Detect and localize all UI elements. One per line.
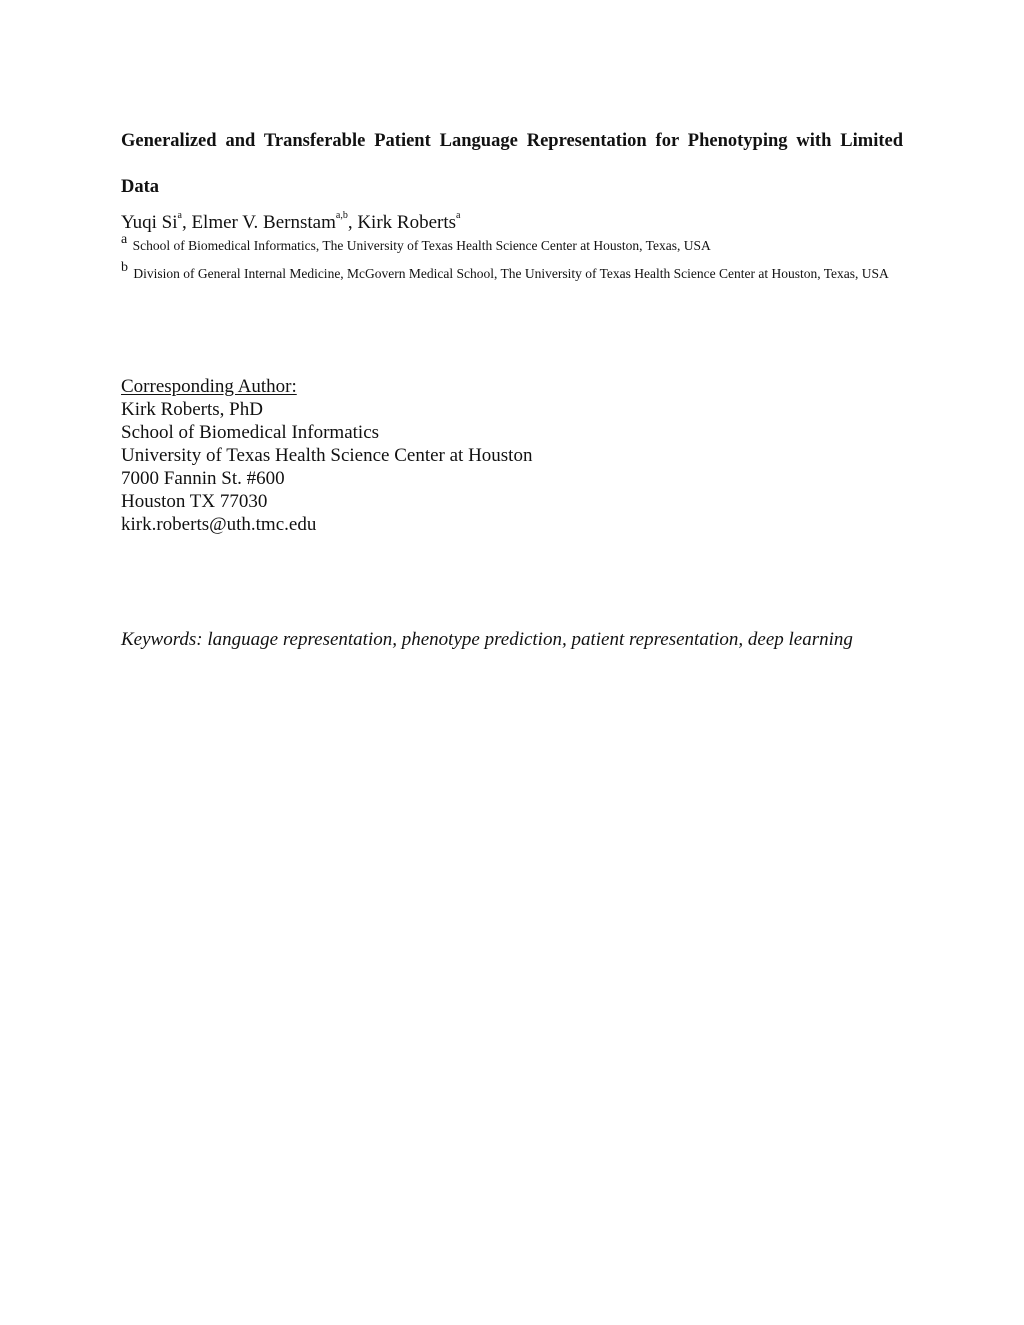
corresponding-author-city: Houston TX 77030	[121, 491, 268, 512]
author-separator: ,	[181, 212, 192, 233]
author-affiliation-mark: a,b	[335, 209, 348, 221]
author-name: Kirk Roberts	[357, 212, 457, 233]
keywords: Keywords: language representation, phenotype prediction, patient representation, deep learning	[121, 629, 853, 650]
affiliation-mark: a	[121, 232, 128, 247]
corresponding-author-heading: Corresponding Author:	[121, 376, 297, 397]
affiliation-text: Division of General Internal Medicine, McGovern Medical School, The University of Texas Health Science Center at Houston, Texas, USA	[133, 266, 889, 281]
corresponding-author-name: Kirk Roberts, PhD	[121, 399, 263, 420]
paper-title: Generalized and Transferable Patient Language Representation for Phenotyping with Limited Data	[121, 131, 903, 197]
corresponding-author-street: 7000 Fannin St. #600	[121, 468, 285, 489]
author-name: Yuqi Si	[121, 212, 178, 233]
author-name: Elmer V. Bernstam	[191, 212, 336, 233]
author-affiliation-mark: a	[456, 209, 461, 221]
author-separator: ,	[347, 212, 358, 233]
affiliation-mark: b	[121, 260, 128, 275]
affiliation-text: School of Biomedical Informatics, The University of Texas Health Science Center at Houston, Texas, USA	[132, 238, 711, 253]
author-affiliation-mark: a	[177, 209, 182, 221]
affiliation-b	[121, 260, 911, 285]
corresponding-author-block	[121, 375, 532, 536]
corresponding-author-email: kirk.roberts@uth.tmc.edu	[121, 514, 317, 535]
author-list	[121, 210, 460, 236]
corresponding-author-department: School of Biomedical Informatics	[121, 422, 380, 443]
affiliation-a	[121, 232, 911, 257]
corresponding-author-institution: University of Texas Health Science Center at Houston	[121, 445, 533, 466]
